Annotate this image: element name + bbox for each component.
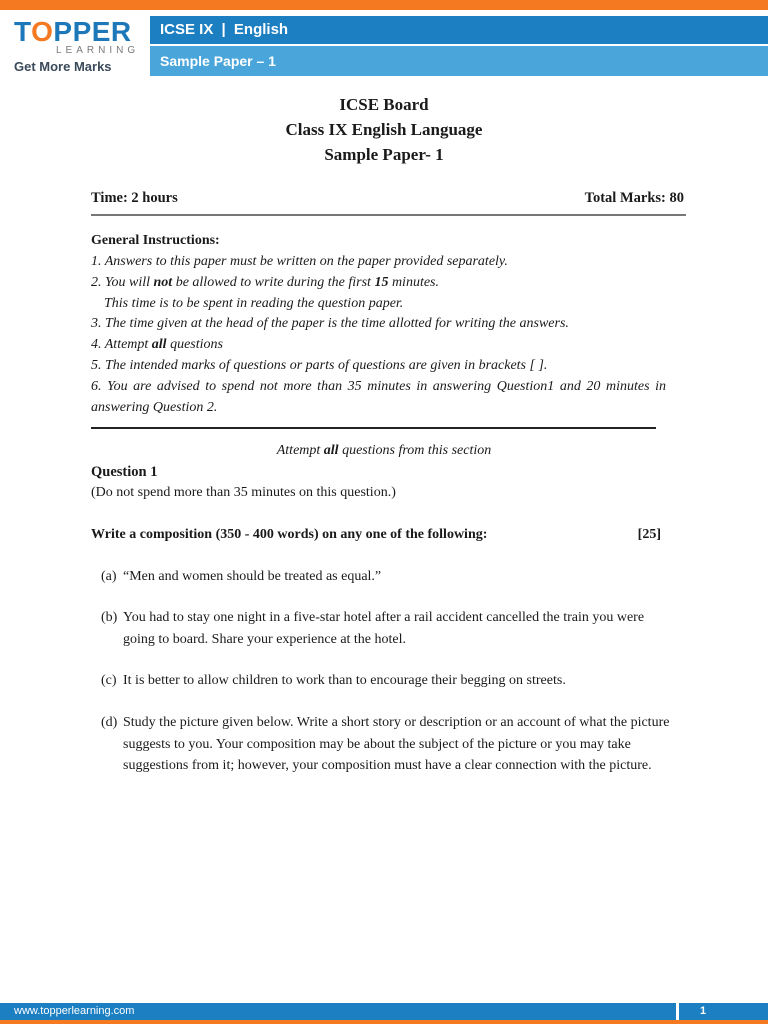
footer-bar	[0, 1003, 768, 1020]
option-a	[101, 566, 671, 588]
prompt-text: Write a composition (350 - 400 words) on any one of the following:	[91, 527, 488, 542]
logo-star-o-icon: O	[31, 16, 54, 47]
question-1-prompt	[91, 525, 661, 546]
paper-band	[150, 46, 768, 76]
option-c	[101, 670, 671, 692]
course-band	[150, 16, 768, 44]
instruction-5: 5. The intended marks of questions or parts of questions are given in brackets [ ].	[91, 358, 548, 373]
course-label: ICSE IX	[160, 21, 214, 38]
board-title: ICSE Board	[339, 95, 429, 114]
logo-sub-text: LEARNING	[56, 45, 140, 56]
option-b	[101, 607, 671, 650]
logo-wordmark	[14, 17, 134, 47]
option-c-text: It is better to allow children to work than to encourage their begging on streets.	[123, 673, 566, 688]
bottom-accent-bar	[0, 1020, 768, 1024]
instruction-1: 1. Answers to this paper must be written on the paper provided separately.	[91, 254, 508, 269]
subject-label: English	[233, 21, 289, 38]
logo-tagline: Get More Marks	[14, 59, 112, 74]
option-d-label: (d)	[101, 715, 118, 730]
logo-main-text: TOPPER	[14, 16, 132, 47]
total-marks-label: Total Marks: 80	[584, 190, 684, 206]
paper-title: Sample Paper- 1	[324, 145, 444, 164]
top-accent-bar	[0, 0, 768, 10]
option-a-label: (a)	[101, 569, 117, 584]
header-divider	[91, 214, 686, 216]
instruction-4: 4. Attempt all questions	[91, 337, 223, 352]
instruction-3: 3. The time given at the head of the paper is the time allotted for writing the answers.	[91, 316, 569, 331]
option-a-text: “Men and women should be treated as equal.”	[123, 569, 382, 584]
question-1-marks: [25]	[637, 527, 661, 542]
section-divider	[91, 427, 656, 429]
footer-separator	[676, 1003, 679, 1020]
time-label: Time: 2 hours	[91, 190, 178, 206]
subject-separator: |	[221, 21, 226, 38]
footer-website-link[interactable]: www.topperlearning.com	[14, 1005, 135, 1017]
meta-row	[91, 190, 684, 207]
page-number: 1	[700, 1005, 707, 1017]
instruction-6: 6. You are advised to spend not more than 35 minutes in answering Question1 and 20 minutes in answering Question 2.	[91, 379, 666, 415]
option-c-label: (c)	[101, 673, 117, 688]
option-b-label: (b)	[101, 610, 118, 625]
instructions-heading: General Instructions:	[91, 233, 220, 248]
question-1-note: (Do not spend more than 35 minutes on this question.)	[91, 485, 396, 500]
topper-learning-logo[interactable]	[14, 16, 140, 77]
instruction-2-continued: This time is to be spent in reading the question paper.	[104, 296, 404, 311]
option-d-text: Study the picture given below. Write a short story or description or an account of what the picture suggests to you. Your composition may be about the subject of the picture or you may take suggestions from it; however, your composition must have a clear connection with the picture.	[123, 715, 670, 773]
question-1-title: Question 1	[91, 464, 158, 480]
paper-label: Sample Paper – 1	[160, 53, 276, 69]
option-d	[101, 712, 671, 777]
option-b-text: You had to stay one night in a five-star hotel after a rail accident cancelled the train you were going to board. Share your experience at the hotel.	[123, 610, 645, 647]
class-title: Class IX English Language	[285, 120, 483, 139]
instruction-2: 2. You will not be allowed to write during the first 15 minutes.	[91, 275, 439, 290]
section-instruction: Attempt all questions from this section	[276, 443, 492, 458]
